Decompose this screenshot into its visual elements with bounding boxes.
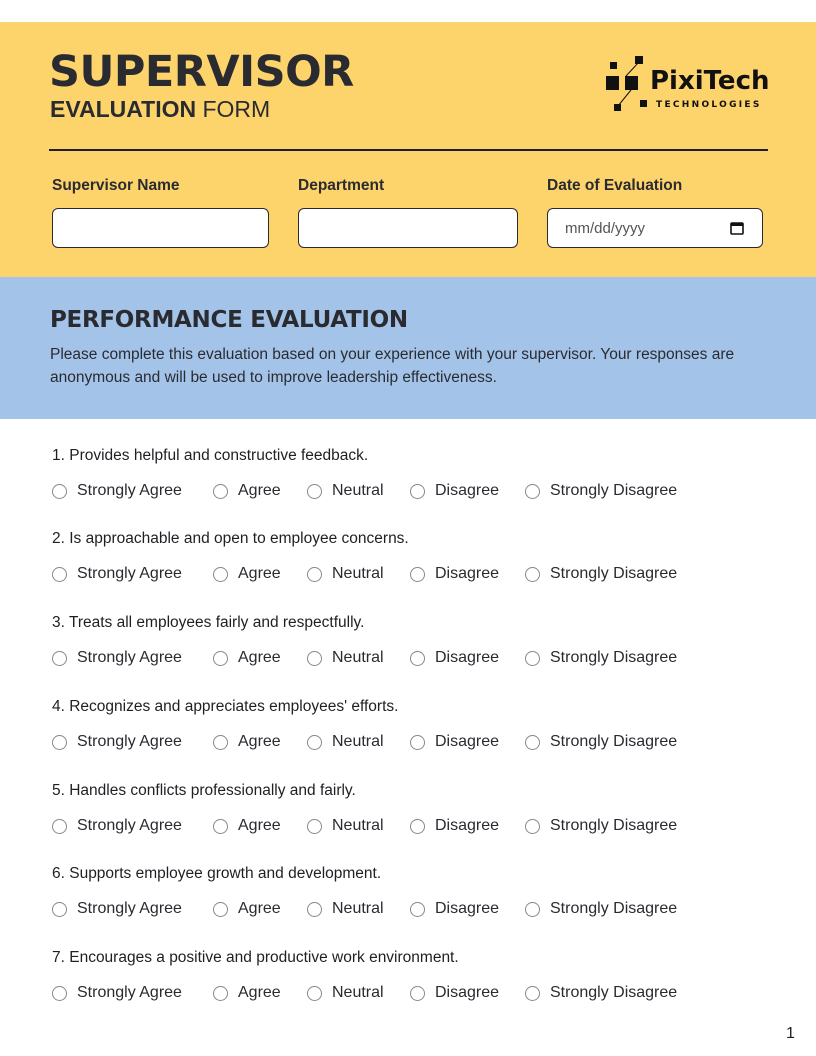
radio-option[interactable] (213, 733, 281, 751)
radio-button[interactable] (410, 651, 425, 666)
question-text: 5. Handles conflicts professionally and fairly. (52, 782, 356, 799)
radio-group (52, 649, 752, 669)
radio-button[interactable] (52, 735, 67, 750)
question-text: 3. Treats all employees fairly and respectfully. (52, 614, 365, 631)
radio-option[interactable] (307, 817, 384, 835)
radio-group (52, 482, 752, 502)
radio-group (52, 900, 752, 920)
radio-button[interactable] (213, 819, 228, 834)
radio-option[interactable] (213, 984, 281, 1002)
section-description: Please complete this evaluation based on your experience with your supervisor. Your responses are anonymous and will be used to improve leadership effectiveness. (50, 346, 735, 386)
radio-label: Disagree (435, 817, 500, 834)
radio-option[interactable] (52, 565, 182, 583)
radio-label: Strongly Disagree (550, 649, 678, 666)
radio-option[interactable] (52, 649, 182, 667)
radio-button[interactable] (52, 484, 67, 499)
radio-button[interactable] (307, 986, 322, 1001)
radio-group (52, 817, 752, 837)
radio-group (52, 565, 752, 585)
radio-option[interactable] (525, 733, 677, 751)
radio-button[interactable] (410, 567, 425, 582)
pixitech-logo (604, 54, 774, 114)
radio-button[interactable] (307, 735, 322, 750)
radio-group (52, 733, 752, 753)
date-placeholder: mm/dd/yyyy (565, 220, 646, 237)
radio-label: Disagree (435, 984, 500, 1001)
radio-button[interactable] (213, 902, 228, 917)
calendar-icon[interactable] (730, 221, 744, 235)
radio-label: Strongly Disagree (550, 733, 678, 750)
radio-label: Neutral (332, 565, 384, 582)
date-input[interactable] (547, 208, 763, 248)
radio-label: Neutral (332, 482, 384, 499)
radio-option[interactable] (307, 649, 384, 667)
radio-group (52, 984, 752, 1004)
radio-option[interactable] (52, 482, 182, 500)
radio-button[interactable] (52, 819, 67, 834)
radio-button[interactable] (52, 986, 67, 1001)
radio-option[interactable] (525, 817, 677, 835)
radio-option[interactable] (410, 649, 499, 667)
radio-label: Strongly Disagree (550, 565, 678, 582)
supervisor-name-input[interactable] (52, 208, 269, 248)
radio-option[interactable] (525, 482, 677, 500)
radio-option[interactable] (525, 984, 677, 1002)
radio-option[interactable] (410, 900, 499, 918)
radio-label: Neutral (332, 900, 384, 917)
radio-label: Disagree (435, 733, 500, 750)
radio-option[interactable] (307, 565, 384, 583)
radio-button[interactable] (525, 567, 540, 582)
radio-button[interactable] (213, 484, 228, 499)
department-label: Department (298, 177, 385, 194)
radio-option[interactable] (410, 482, 499, 500)
radio-option[interactable] (525, 565, 677, 583)
radio-label: Strongly Disagree (550, 482, 678, 499)
radio-option[interactable] (213, 565, 281, 583)
radio-button[interactable] (307, 567, 322, 582)
radio-label: Neutral (332, 649, 384, 666)
radio-button[interactable] (525, 986, 540, 1001)
radio-label: Strongly Agree (77, 900, 182, 917)
question-text: 4. Recognizes and appreciates employees' efforts. (52, 698, 399, 715)
radio-option[interactable] (307, 984, 384, 1002)
radio-label: Agree (238, 482, 281, 499)
section-banner (0, 277, 816, 419)
radio-label: Strongly Disagree (550, 817, 678, 834)
radio-label: Neutral (332, 733, 384, 750)
supervisor-name-label: Supervisor Name (52, 177, 180, 194)
radio-label: Strongly Agree (77, 733, 182, 750)
radio-label: Disagree (435, 482, 500, 499)
radio-label: Agree (238, 817, 281, 834)
radio-button[interactable] (52, 651, 67, 666)
radio-option[interactable] (52, 984, 182, 1002)
radio-option[interactable] (410, 733, 499, 751)
radio-button[interactable] (213, 651, 228, 666)
radio-button[interactable] (307, 651, 322, 666)
radio-button[interactable] (213, 567, 228, 582)
radio-option[interactable] (52, 733, 182, 751)
question-text: 1. Provides helpful and constructive feedback. (52, 447, 369, 464)
radio-option[interactable] (213, 649, 281, 667)
radio-label: Strongly Agree (77, 649, 182, 666)
radio-label: Neutral (332, 817, 384, 834)
radio-button[interactable] (307, 484, 322, 499)
question-text: 7. Encourages a positive and productive work environment. (52, 949, 459, 966)
radio-option[interactable] (307, 900, 384, 918)
radio-button[interactable] (52, 902, 67, 917)
page-number: 1 (786, 1025, 795, 1042)
divider (49, 149, 768, 151)
question-text: 6. Supports employee growth and development. (52, 865, 382, 882)
radio-label: Agree (238, 733, 281, 750)
section-title: PERFORMANCE EVALUATION (50, 307, 408, 333)
radio-button[interactable] (525, 484, 540, 499)
radio-option[interactable] (213, 482, 281, 500)
radio-label: Disagree (435, 565, 500, 582)
radio-label: Strongly Agree (77, 482, 182, 499)
radio-button[interactable] (525, 735, 540, 750)
radio-option[interactable] (307, 733, 384, 751)
radio-option[interactable] (52, 900, 182, 918)
question-text: 2. Is approachable and open to employee concerns. (52, 530, 409, 547)
radio-label: Strongly Agree (77, 984, 182, 1001)
radio-button[interactable] (307, 819, 322, 834)
radio-button[interactable] (410, 484, 425, 499)
radio-button[interactable] (307, 902, 322, 917)
radio-label: Agree (238, 565, 281, 582)
radio-option[interactable] (525, 900, 677, 918)
radio-option[interactable] (410, 817, 499, 835)
radio-label: Disagree (435, 649, 500, 666)
page-subtitle (50, 96, 270, 123)
svg-text:TECHNOLOGIES: TECHNOLOGIES (656, 100, 762, 110)
radio-button[interactable] (410, 735, 425, 750)
page-title: SUPERVISOR (49, 47, 354, 97)
radio-option[interactable] (525, 649, 677, 667)
radio-label: Disagree (435, 900, 500, 917)
radio-button[interactable] (525, 902, 540, 917)
radio-button[interactable] (52, 567, 67, 582)
radio-label: Strongly Agree (77, 817, 182, 834)
radio-button[interactable] (525, 819, 540, 834)
subtitle-bold: EVALUATION (50, 96, 197, 122)
radio-button[interactable] (525, 651, 540, 666)
radio-option[interactable] (410, 984, 499, 1002)
radio-button[interactable] (410, 902, 425, 917)
radio-button[interactable] (410, 819, 425, 834)
radio-label: Agree (238, 649, 281, 666)
header (0, 22, 816, 277)
radio-option[interactable] (410, 565, 499, 583)
radio-label: Strongly Disagree (550, 984, 678, 1001)
radio-button[interactable] (410, 986, 425, 1001)
radio-label: Agree (238, 984, 281, 1001)
radio-button[interactable] (213, 735, 228, 750)
radio-option[interactable] (213, 900, 281, 918)
radio-option[interactable] (307, 482, 384, 500)
radio-label: Neutral (332, 984, 384, 1001)
department-input[interactable] (298, 208, 518, 248)
radio-button[interactable] (213, 986, 228, 1001)
radio-option[interactable] (213, 817, 281, 835)
radio-label: Agree (238, 900, 281, 917)
radio-label: Strongly Disagree (550, 900, 678, 917)
radio-label: Strongly Agree (77, 565, 182, 582)
radio-option[interactable] (52, 817, 182, 835)
subtitle-rest: FORM (202, 96, 271, 122)
svg-text:PixiTech: PixiTech (650, 66, 770, 96)
date-label: Date of Evaluation (547, 177, 683, 194)
